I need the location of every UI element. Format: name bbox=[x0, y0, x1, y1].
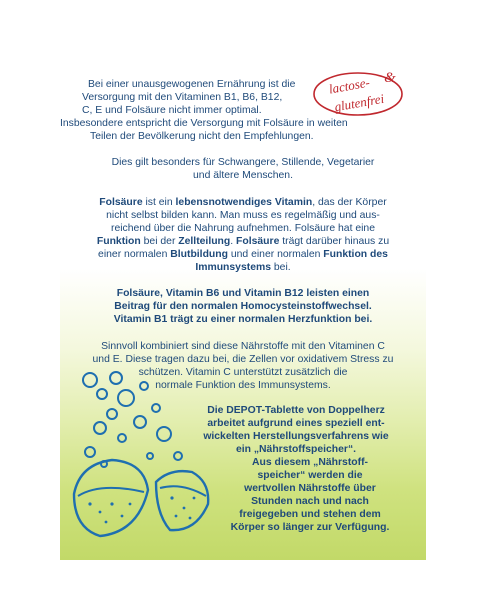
lactose-glutenfree-badge bbox=[310, 68, 406, 118]
combined-line-2: und E. Diese tragen dazu bei, die Zellen vor oxidativem Stress zu bbox=[92, 354, 394, 365]
folsaeure-line-6: Immunsystems bei. bbox=[195, 262, 291, 273]
claim-line-2: Beitrag für den normalen Homocysteinstoffwechsel. bbox=[114, 301, 372, 312]
claim-line-3: Vitamin B1 trägt zu einer normalen Herzfunktion bei. bbox=[113, 314, 373, 325]
groups-line-1: Dies gilt besonders für Schwangere, Stillende, Vegetarier bbox=[111, 157, 375, 168]
depot-line-1: Die DEPOT-Tablette von Doppelherz bbox=[207, 405, 385, 416]
depot-line-5: Aus diesem „Nährstoff- bbox=[251, 457, 369, 468]
combined-line-3: schützen. Vitamin C unterstützt zusätzlich die bbox=[138, 367, 348, 378]
folsaeure-line-4: Funktion bei der Zellteilung. Folsäure trägt darüber hinaus zu bbox=[96, 236, 390, 247]
badge-line2: glutenfrei bbox=[333, 90, 386, 115]
depot-line-10: Körper so länger zur Verfügung. bbox=[230, 522, 390, 533]
tablet-with-bubbles-icon bbox=[60, 364, 220, 560]
folsaeure-line-3: reichend über die Nahrung aufnehmen. Folsäure hat eine bbox=[111, 223, 375, 234]
intro-line-3: C, E und Folsäure nicht immer optimal. bbox=[82, 105, 262, 116]
combined-line-4: normale Funktion des Immunsystems. bbox=[155, 380, 331, 391]
depot-line-6: speicher“ werden die bbox=[257, 470, 363, 481]
folsaeure-line-2: nicht selbst bilden kann. Man muss es regelmäßig und aus- bbox=[106, 210, 380, 221]
depot-line-4: ein „Nährstoffspeicher“. bbox=[235, 444, 357, 455]
depot-line-7: wertvollen Nährstoffe über bbox=[244, 483, 376, 494]
intro-line-2: Versorgung mit den Vitaminen B1, B6, B12, bbox=[82, 92, 283, 103]
depot-line-3: wickelten Herstellungsverfahrens wie bbox=[203, 431, 389, 442]
intro-line-5: Teilen der Bevölkerung nicht den Empfehlungen. bbox=[90, 131, 314, 142]
folsaeure-line-5: einer normalen Blutbildung und einer normalen Funktion des bbox=[98, 249, 388, 260]
combined-line-1: Sinnvoll kombiniert sind diese Nährstoffe mit den Vitaminen C bbox=[101, 341, 385, 352]
intro-line-1: Bei einer unausgewogenen Ernährung ist die bbox=[88, 79, 296, 90]
badge-line1: lactose- bbox=[327, 74, 371, 97]
folsaeure-line-1: Folsäure ist ein lebensnotwendiges Vitamin, das der Körper bbox=[99, 197, 387, 208]
leaflet-panel bbox=[60, 58, 426, 560]
depot-line-2: arbeitet aufgrund eines speziell ent- bbox=[207, 418, 385, 429]
depot-line-8: Stunden nach und nach bbox=[251, 496, 369, 507]
groups-line-2: und ältere Menschen. bbox=[193, 170, 293, 181]
badge-ampersand: & bbox=[384, 70, 396, 86]
depot-line-9: freigegeben und stehen dem bbox=[239, 509, 381, 520]
claim-line-1: Folsäure, Vitamin B6 und Vitamin B12 leisten einen bbox=[116, 288, 370, 299]
intro-line-4: Insbesondere entspricht die Versorgung mit Folsäure in weiten bbox=[60, 118, 348, 129]
